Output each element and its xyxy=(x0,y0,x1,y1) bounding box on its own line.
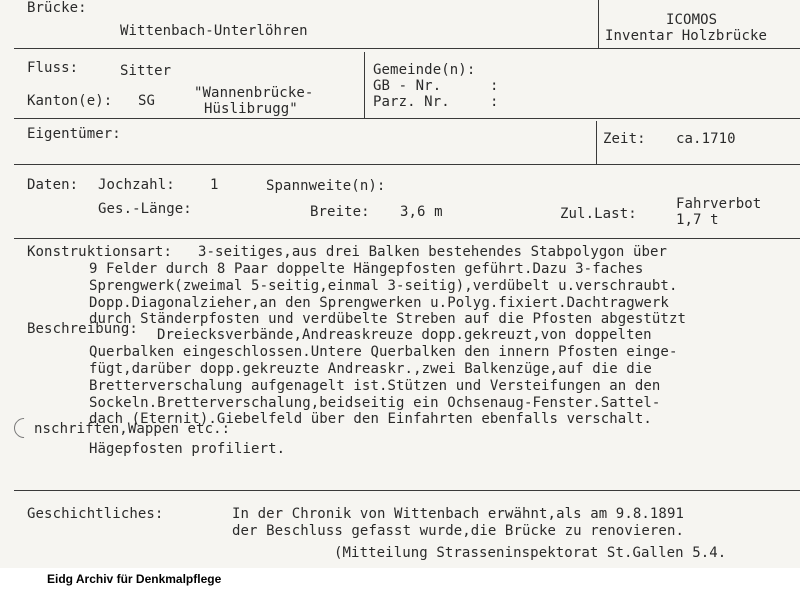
jochzahl-value: 1 xyxy=(210,177,219,193)
gb-label: GB - Nr. xyxy=(373,78,442,94)
construction-line3: Sprengwerk(zweimal 5-seitig,einmal 3-seitig),verdübelt u.verschraubt. xyxy=(89,278,678,294)
description-line1: Dreiecksverbände,Andreaskreuze dopp.gekreuzt,von doppelten xyxy=(157,327,652,343)
parz-colon: : xyxy=(490,94,499,110)
kanton-value: SG xyxy=(138,93,156,109)
gb-colon: : xyxy=(490,78,499,94)
owner-divider xyxy=(596,121,597,165)
eigentuemer-label: Eigentümer: xyxy=(27,126,121,142)
kanton-label: Kanton(e): xyxy=(27,93,113,109)
inscriptions-label: nschriften,Wappen etc.: xyxy=(34,421,231,437)
description-line3: fügt,darüber dopp.gekreuzte Andreaskr.,zwei Balkenzüge,auf die die xyxy=(89,361,652,377)
description-line5: Sockeln.Bretterverschalung,beidseitig ein Ochsenaug-Fenster.Sattel- xyxy=(89,395,661,411)
zeit-label: Zeit: xyxy=(603,131,646,147)
rule-inscriptions xyxy=(14,490,800,491)
jochzahl-label: Jochzahl: xyxy=(98,177,175,193)
breite-label: Breite: xyxy=(310,204,370,220)
construction-line1: 3-seitiges,aus drei Balken bestehendes Stabpolygon über xyxy=(198,244,668,260)
bridge-name-line2: Hüslibrugg" xyxy=(204,101,298,117)
construction-line4: Dopp.Diagonalzieher,an den Sprengwerken u.Polyg.fixiert.Dachtragwerk xyxy=(89,295,669,311)
fluss-value: Sitter xyxy=(120,63,172,79)
last-line2: 1,7 t xyxy=(676,212,719,228)
history-label: Geschichtliches: xyxy=(27,506,164,522)
org-line1: ICOMOS xyxy=(666,12,718,28)
bruecke-value: Wittenbach-Unterlöhren xyxy=(120,23,308,39)
last-line1: Fahrverbot xyxy=(676,196,762,212)
description-line6: dach (Eternit).Giebelfeld über den Einfahrten ebenfalls verschalt. xyxy=(89,411,652,427)
rule-owner xyxy=(14,164,800,165)
daten-label: Daten: xyxy=(27,177,79,193)
archive-credit: Eidg Archiv für Denkmalpflege xyxy=(47,572,222,586)
last-label: Zul.Last: xyxy=(560,206,637,222)
description-line2: Querbalken eingeschlossen.Untere Querbalken den innern Pfosten einge- xyxy=(89,344,678,360)
inscriptions-value: Hägepfosten profiliert. xyxy=(89,441,286,457)
gemeinde-label: Gemeinde(n): xyxy=(373,62,476,78)
rule-location xyxy=(14,118,800,119)
zeit-value: ca.1710 xyxy=(676,131,736,147)
description-label: Beschreibung: xyxy=(27,321,138,337)
bridge-name-line1: "Wannenbrücke- xyxy=(194,85,314,101)
rule-header xyxy=(14,48,800,49)
construction-line2: 9 Felder durch 8 Paar doppelte Hängepfosten geführt.Dazu 3-faches xyxy=(89,261,644,277)
header-divider xyxy=(598,0,599,48)
history-line1: In der Chronik von Wittenbach erwähnt,als am 9.8.1891 xyxy=(232,506,685,522)
parz-label: Parz. Nr. xyxy=(373,94,450,110)
construction-label: Konstruktionsart: xyxy=(27,244,172,260)
fluss-label: Fluss: xyxy=(27,60,79,76)
construction-line5: durch Ständerpfosten und verdübelte Streben auf die Pfosten abgestützt xyxy=(89,311,687,327)
breite-value: 3,6 m xyxy=(400,204,443,220)
spannweite-label: Spannweite(n): xyxy=(266,178,386,194)
location-divider xyxy=(364,52,365,118)
description-line4: Bretterverschalung aufgenagelt ist.Stützen und Versteifungen an den xyxy=(89,378,661,394)
rule-data xyxy=(14,238,800,239)
history-line2: der Beschluss gefasst wurde,die Brücke zu renovieren. xyxy=(232,523,685,539)
history-line3: (Mitteilung Strasseninspektorat St.Gallen 5.4. xyxy=(334,545,727,561)
laenge-label: Ges.-Länge: xyxy=(98,201,192,217)
bruecke-label: Brücke: xyxy=(27,0,87,16)
org-line2: Inventar Holzbrücke xyxy=(605,28,768,44)
